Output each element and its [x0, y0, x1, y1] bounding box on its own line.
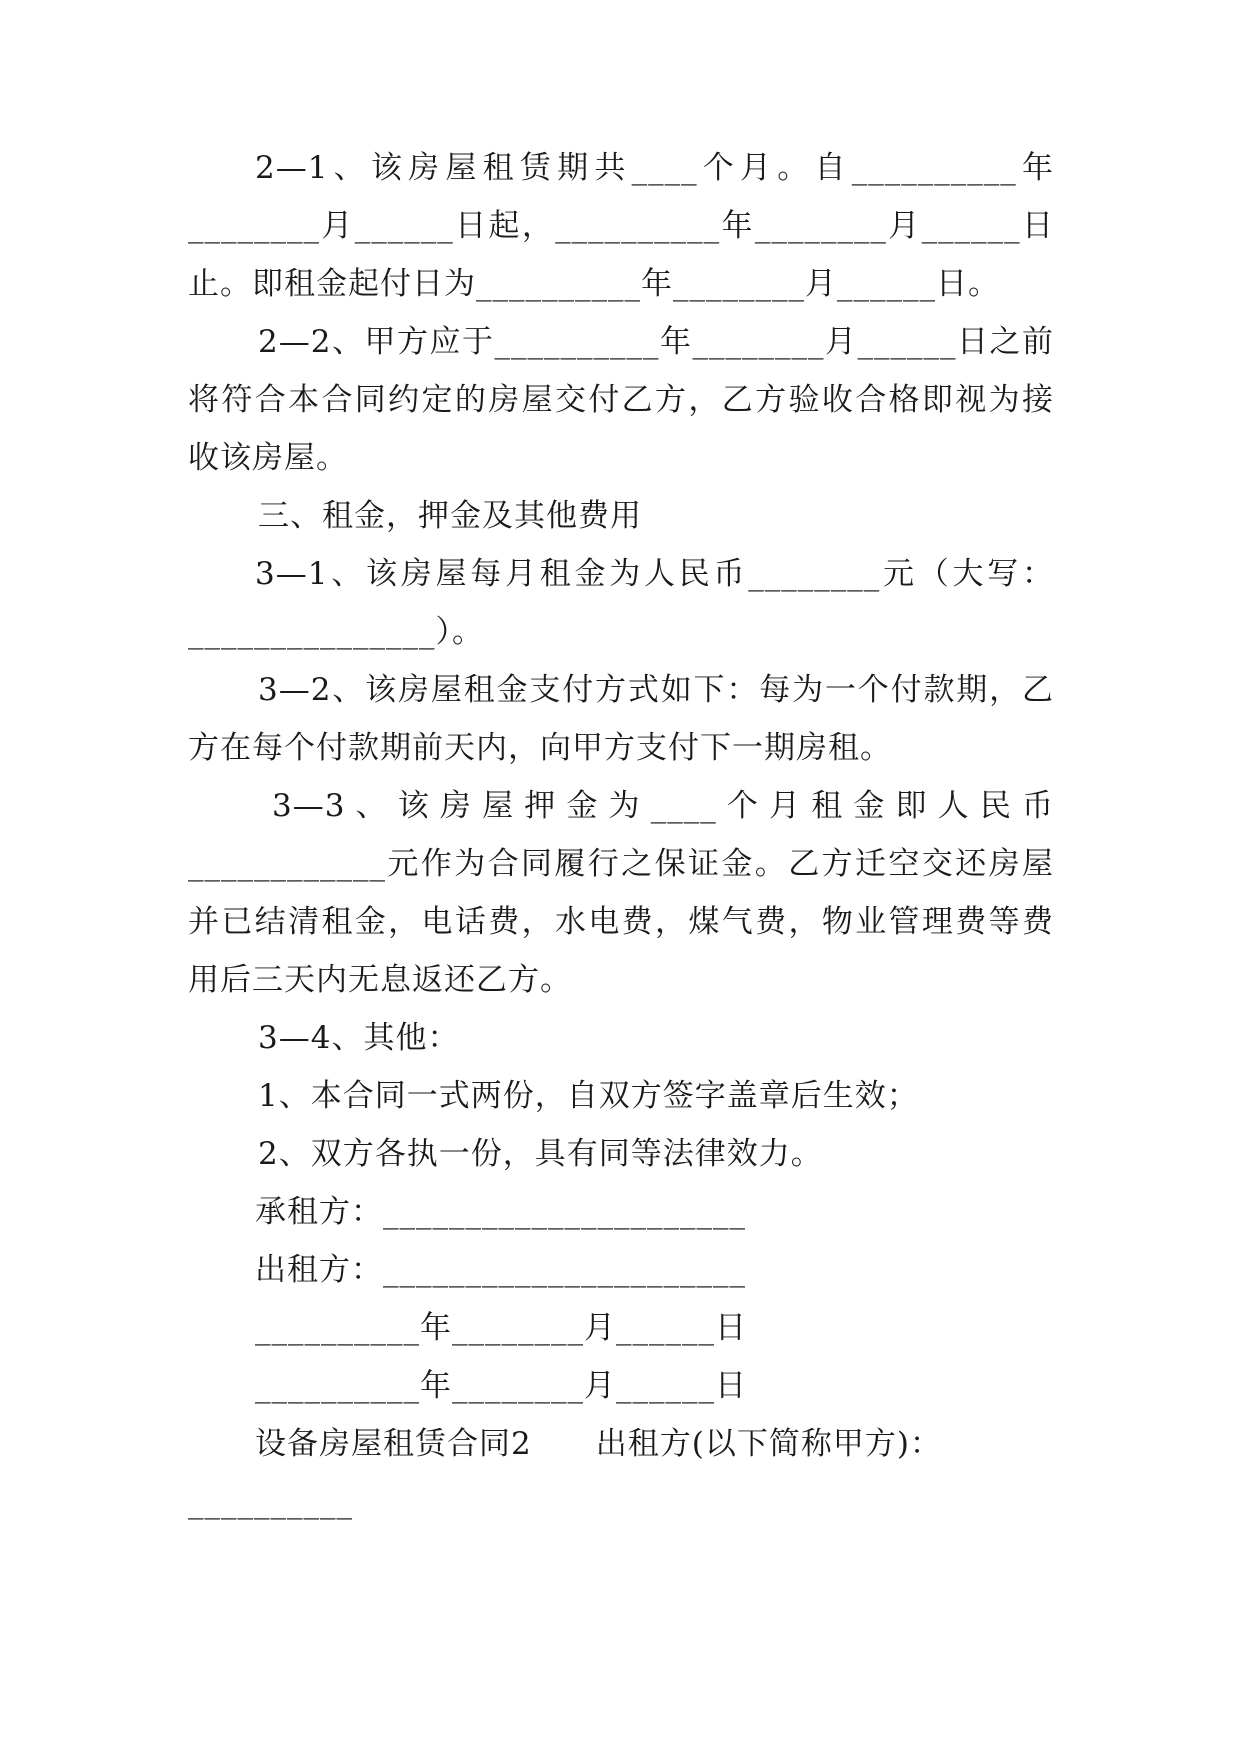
clause-2-1-line-1: 2—1、该房屋租赁期共____个月。自__________年 — [255, 150, 1054, 186]
date-line-2: __________年________月______日 — [255, 1368, 747, 1404]
clause-3-3-line-1: 3—3、该房屋押金为____个月租金即人民币 — [272, 788, 1054, 824]
clause-2-2-line-1: 2—2、甲方应于__________年________月______日之前 — [258, 324, 1054, 360]
clause-3-4: 3—4、其他： — [258, 1020, 460, 1056]
lessee-signature-line: 承租方：______________________ — [255, 1194, 746, 1230]
clause-3-2-line-1: 3—2、该房屋租金支付方式如下：每为一个付款期，乙 — [258, 672, 1054, 708]
item-1: 1、本合同一式两份，自双方签字盖章后生效； — [258, 1078, 919, 1114]
clause-3-2-line-2: 方在每个付款期前天内，向甲方支付下一期房租。 — [188, 730, 892, 766]
clause-2-1-line-2: ________月______日起，__________年________月______日 — [188, 208, 1054, 244]
section-3-heading: 三、租金，押金及其他费用 — [258, 498, 642, 534]
lessor-signature-line: 出租方：______________________ — [255, 1252, 746, 1288]
date-line-1: __________年________月______日 — [255, 1310, 747, 1346]
clause-3-3-line-3: 并已结清租金，电话费，水电费，煤气费，物业管理费等费 — [188, 904, 1054, 940]
clause-2-1-line-3: 止。即租金起付日为__________年________月______日。 — [188, 266, 1000, 302]
contract-2-blank: __________ — [188, 1484, 353, 1520]
contract-2-heading: 设备房屋租赁合同2 出租方(以下简称甲方)： — [255, 1426, 942, 1462]
clause-3-1-line-1: 3—1、该房屋每月租金为人民币________元（大写： — [255, 556, 1054, 592]
clause-3-3-line-4: 用后三天内无息返还乙方。 — [188, 962, 572, 998]
item-2: 2、双方各执一份，具有同等法律效力。 — [258, 1136, 823, 1172]
clause-2-2-line-3: 收该房屋。 — [188, 440, 348, 476]
clause-3-1-line-2: _______________）。 — [188, 614, 484, 650]
clause-3-3-line-2: ____________元作为合同履行之保证金。乙方迁空交还房屋 — [188, 846, 1054, 882]
clause-2-2-line-2: 将符合本合同约定的房屋交付乙方，乙方验收合格即视为接 — [188, 382, 1054, 418]
